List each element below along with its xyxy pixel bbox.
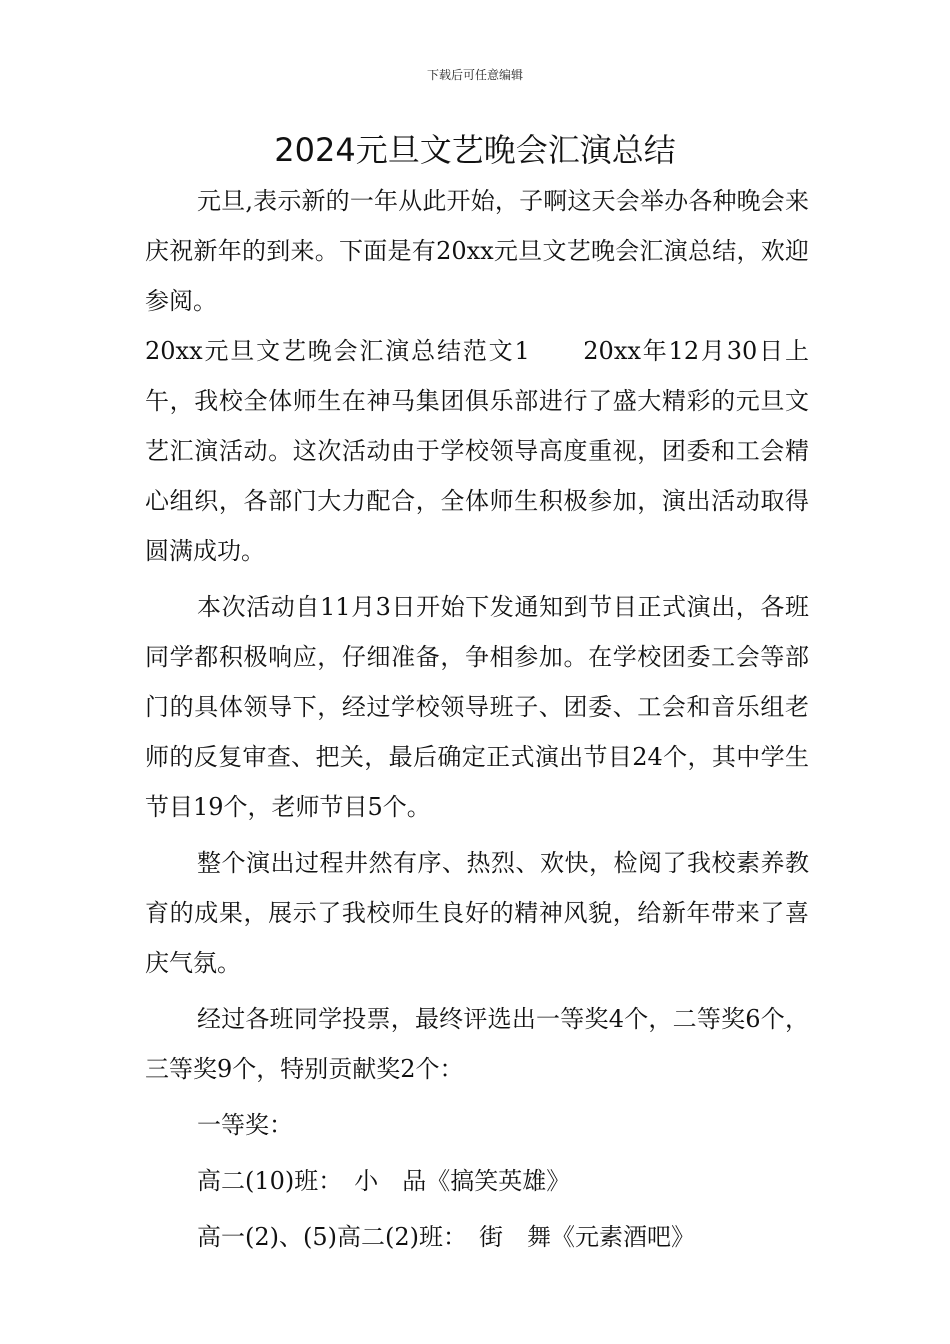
paragraph-intro: 元旦,表示新的一年从此开始，子啊这天会举办各种晚会来庆祝新年的到来。下面是有20xx元旦文艺晚会汇演总结，欢迎参阅。 — [145, 187, 809, 315]
paragraph-preparation: 本次活动自11月3日开始下发通知到节目正式演出，各班同学都积极响应，仔细准备，争相参加。在学校团委工会等部门的具体领导下，经过学校领导班子、团委、工会和音乐组老师的反复审查、把关，最后确定正式演出节目24个，其中学生节目19个，老师节目5个。 — [145, 593, 809, 821]
paragraph-performance: 整个演出过程井然有序、热烈、欢快，检阅了我校素养教育的成果，展示了我校师生良好的精神风貌，给新年带来了喜庆气氛。 — [145, 849, 809, 977]
document-title: 2024元旦文艺晚会汇演总结 — [274, 131, 676, 169]
paragraph-first-prize-item-1: 高二(10)班： 小 品《搞笑英雄》 — [197, 1167, 571, 1195]
paragraph-awards: 经过各班同学投票，最终评选出一等奖4个，二等奖6个，三等奖9个，特别贡献奖2个： — [145, 1005, 809, 1083]
paragraph-first-prize-heading: 一等奖： — [197, 1111, 293, 1139]
document-body — [145, 176, 809, 1262]
header-note: 下载后可任意编辑 — [426, 68, 523, 82]
paragraph-first-prize-item-2: 高一(2)、(5)高二(2)班： 街 舞《元素酒吧》 — [197, 1223, 695, 1251]
paragraph-sample-1: 20xx元旦文艺晚会汇演总结范文1 20xx年12月30日上午，我校全体师生在神马集团俱乐部进行了盛大精彩的元旦文艺汇演活动。这次活动由于学校领导高度重视，团委和工会精心组织，各部门大力配合，全体师生积极参加，演出活动取得圆满成功。 — [145, 337, 809, 565]
